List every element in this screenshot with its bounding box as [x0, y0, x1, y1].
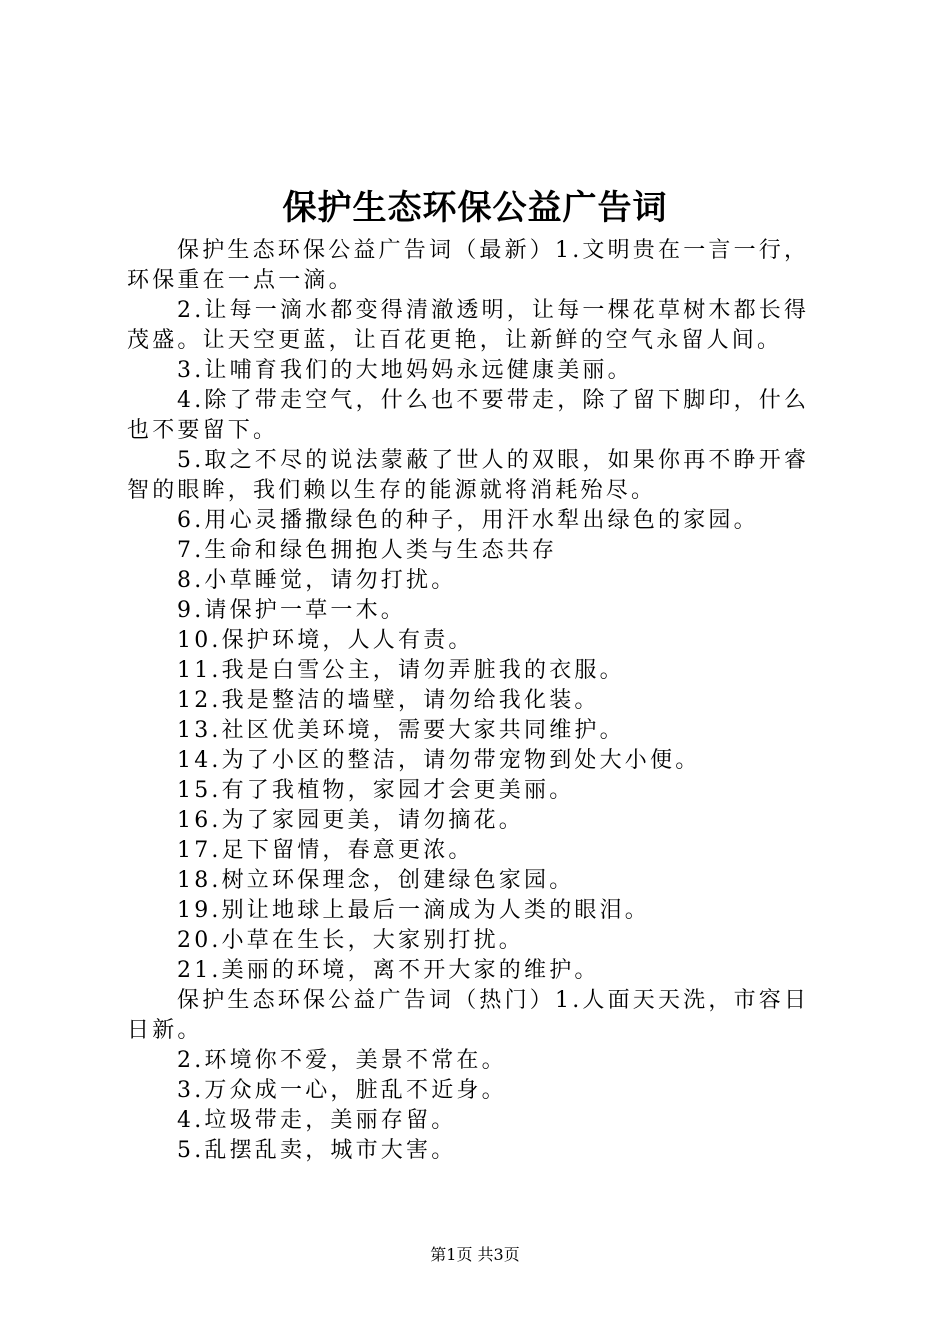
paragraph: 保护生态环保公益广告词（热门）1.人面天天洗，市容日日新。: [127, 988, 810, 1043]
paragraph: 16.为了家园更美，请勿摘花。: [177, 808, 524, 833]
paragraph: 14.为了小区的整洁，请勿带宠物到处大小便。: [177, 748, 701, 773]
paragraph: 20.小草在生长，大家别打扰。: [177, 928, 524, 953]
paragraph: 3.让哺育我们的大地妈妈永远健康美丽。: [177, 358, 633, 383]
paragraph: 2.环境你不爱，美景不常在。: [177, 1048, 507, 1073]
paragraph: 2.让每一滴水都变得清澈透明，让每一棵花草树木都长得茂盛。让天空更蓝，让百花更艳，让新鲜的空气永留人间。: [127, 298, 810, 353]
paragraph: 13.社区优美环境，需要大家共同维护。: [177, 718, 625, 743]
document-body: [127, 236, 833, 1166]
paragraph: 9.请保护一草一木。: [177, 598, 406, 623]
paragraph: 8.小草睡觉，请勿打扰。: [177, 568, 457, 593]
page-number-footer: 第1页 共3页: [430, 1245, 520, 1264]
paragraph: 12.我是整洁的墙壁，请勿给我化装。: [177, 688, 600, 713]
paragraph: 3.万众成一心，脏乱不近身。: [177, 1078, 507, 1103]
document-title: 保护生态环保公益广告词: [282, 188, 668, 228]
paragraph: 保护生态环保公益广告词（最新）1.文明贵在一言一行，环保重在一点一滴。: [127, 238, 810, 293]
paragraph: 5.乱摆乱卖，城市大害。: [177, 1138, 457, 1163]
paragraph: 4.垃圾带走，美丽存留。: [177, 1108, 457, 1133]
paragraph: 6.用心灵播撒绿色的种子，用汗水犁出绿色的家园。: [177, 508, 759, 533]
paragraph: 4.除了带走空气，什么也不要带走，除了留下脚印，什么也不要留下。: [127, 388, 810, 443]
paragraph: 11.我是白雪公主，请勿弄脏我的衣服。: [177, 658, 625, 683]
paragraph: 17.足下留情，春意更浓。: [177, 838, 474, 863]
paragraph: 7.生命和绿色拥抱人类与生态共存: [177, 538, 558, 563]
paragraph: 5.取之不尽的说法蒙蔽了世人的双眼，如果你再不睁开睿智的眼眸，我们赖以生存的能源就将消耗殆尽。: [127, 448, 810, 503]
paragraph: 18.树立环保理念，创建绿色家园。: [177, 868, 575, 893]
paragraph: 19.别让地球上最后一滴成为人类的眼泪。: [177, 898, 650, 923]
paragraph: 10.保护环境，人人有责。: [177, 628, 474, 653]
paragraph: 21.美丽的环境，离不开大家的维护。: [177, 958, 600, 983]
paragraph: 15.有了我植物，家园才会更美丽。: [177, 778, 575, 803]
